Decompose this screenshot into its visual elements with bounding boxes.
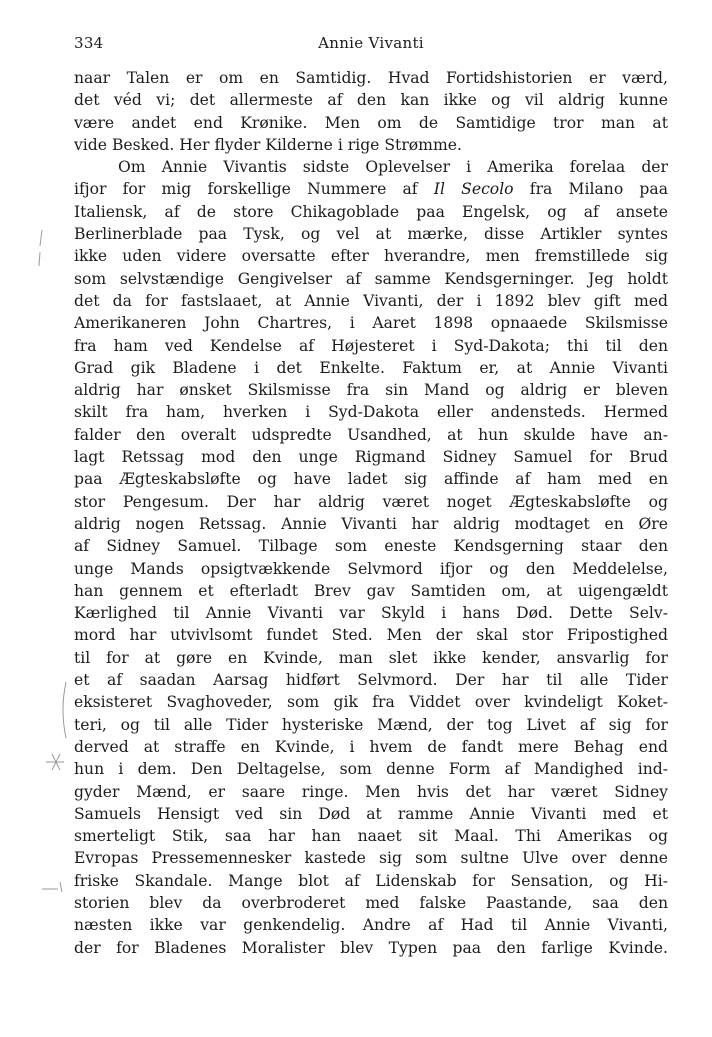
text-line: Grad gik Bladene i det Enkelte. Faktum er, at Annie Vivanti	[74, 358, 668, 377]
line-text: ifjor for mig forskellige Nummere af	[74, 180, 418, 199]
text-line: han gennem et efterladt Brev gav Samtiden om, at uigengældt	[74, 581, 668, 600]
text-line: det véd vi; det allermeste af den kan ikke og vil aldrig kunne	[74, 91, 668, 110]
line-text-suffix: fra Milano paa	[529, 180, 668, 199]
text-line: Kærlighed til Annie Vivanti var Skyld i hans Død. Dette Selv-	[74, 604, 668, 623]
text-line: mord har utvivlsomt fundet Sted. Men der skal stor Fripostighed	[74, 626, 668, 645]
text-line-with-italic-title	[74, 178, 668, 200]
text-line: unge Mands opsigtvækkende Selvmord ifjor og den Meddelelse,	[74, 559, 668, 578]
text-line: aldrig nogen Retssag. Annie Vivanti har aldrig modtaget en Øre	[74, 514, 668, 533]
running-head	[74, 34, 668, 56]
italic-newspaper-title: Il Secolo	[433, 180, 514, 199]
text-line: Evropas Pressemennesker kastede sig som sultne Ulve over denne	[74, 849, 668, 868]
text-line: friske Skandale. Mange blot af Lidenskab for Sensation, og Hi-	[74, 871, 668, 890]
text-line: Italiensk, af de store Chikagoblade paa Engelsk, og af ansete	[74, 202, 668, 221]
text-line: eksisteret Svaghoveder, som gik fra Viddet over kvindeligt Koket-	[74, 693, 668, 712]
text-line: smerteligt Stik, saa har han naaet sit Maal. Thi Amerikas og	[74, 827, 668, 846]
running-title: Annie Vivanti	[318, 34, 424, 52]
text-line: der for Bladenes Moralister blev Typen paa den farlige Kvinde.	[74, 938, 668, 957]
text-line: til for at gøre en Kvinde, man slet ikke kender, ansvarlig for	[74, 648, 668, 667]
text-line: derved at straffe en Kvinde, i hvem de fandt mere Behag end	[74, 737, 668, 756]
text-line: storien blev da overbroderet med falske Paastande, saa den	[74, 893, 668, 912]
text-line: fra ham ved Kendelse af Højesteret i Syd-Dakota; thi til den	[74, 336, 668, 355]
text-line: være andet end Krønike. Men om de Samtidige tror man at	[74, 113, 668, 132]
text-line: Berlinerblade paa Tysk, og vel at mærke, disse Artikler syntes	[74, 225, 668, 244]
pencil-tick-mark	[36, 228, 46, 268]
text-line: vide Besked. Her flyder Kilderne i rige Strømme.	[74, 135, 462, 154]
text-line: Samuels Hensigt ved sin Død at ramme Annie Vivanti med et	[74, 804, 668, 823]
pencil-cross-mark	[44, 752, 66, 772]
text-line: hun i dem. Den Deltagelse, som denne Form af Mandighed ind-	[74, 760, 668, 779]
page-number: 334	[74, 34, 104, 52]
pencil-dash-mark	[40, 880, 66, 894]
text-line: gyder Mænd, er saare ringe. Men hvis det har været Sidney	[74, 782, 668, 801]
text-line: stor Pengesum. Der har aldrig været noget Ægteskabsløfte og	[74, 492, 668, 511]
text-line: aldrig har ønsket Skilsmisse fra sin Mand og aldrig er bleven	[74, 381, 668, 400]
text-line: af Sidney Samuel. Tilbage som eneste Kendsgerning staar den	[74, 537, 668, 556]
text-line: teri, og til alle Tider hysteriske Mænd, der tog Livet af sig for	[74, 715, 668, 734]
text-line: et af saadan Aarsag hidført Selvmord. Der har til alle Tider	[74, 671, 668, 690]
text-line: næsten ikke var genkendelig. Andre af Had til Annie Vivanti,	[74, 916, 668, 935]
pencil-bracket-mark	[58, 680, 68, 740]
text-line: lagt Retssag mod den unge Rigmand Sidney Samuel for Brud	[74, 448, 668, 467]
text-line: naar Talen er om en Samtidig. Hvad Fortidshistorien er værd,	[74, 69, 668, 87]
text-line: Amerikaneren John Chartres, i Aaret 1898 opnaaede Skilsmisse	[74, 314, 668, 333]
text-line: falder den overalt udspredte Usandhed, at hun skulde have an-	[74, 425, 668, 444]
text-line: som selvstændige Gengivelser af samme Kendsgerninger. Jeg holdt	[74, 269, 668, 288]
text-line: ikke uden videre oversatte efter hverandre, men fremstillede sig	[74, 247, 668, 266]
body-text	[74, 67, 668, 959]
text-line: det da for fastslaaet, at Annie Vivanti, der i 1892 blev gift med	[74, 291, 668, 310]
paragraph-start-line: Om Annie Vivantis sidste Oplevelser i Amerika forelaa der	[118, 158, 668, 177]
text-line: skilt fra ham, hverken i Syd-Dakota eller andensteds. Hermed	[74, 403, 668, 422]
text-line: paa Ægteskabsløfte og have ladet sig affinde af ham med en	[74, 470, 668, 489]
